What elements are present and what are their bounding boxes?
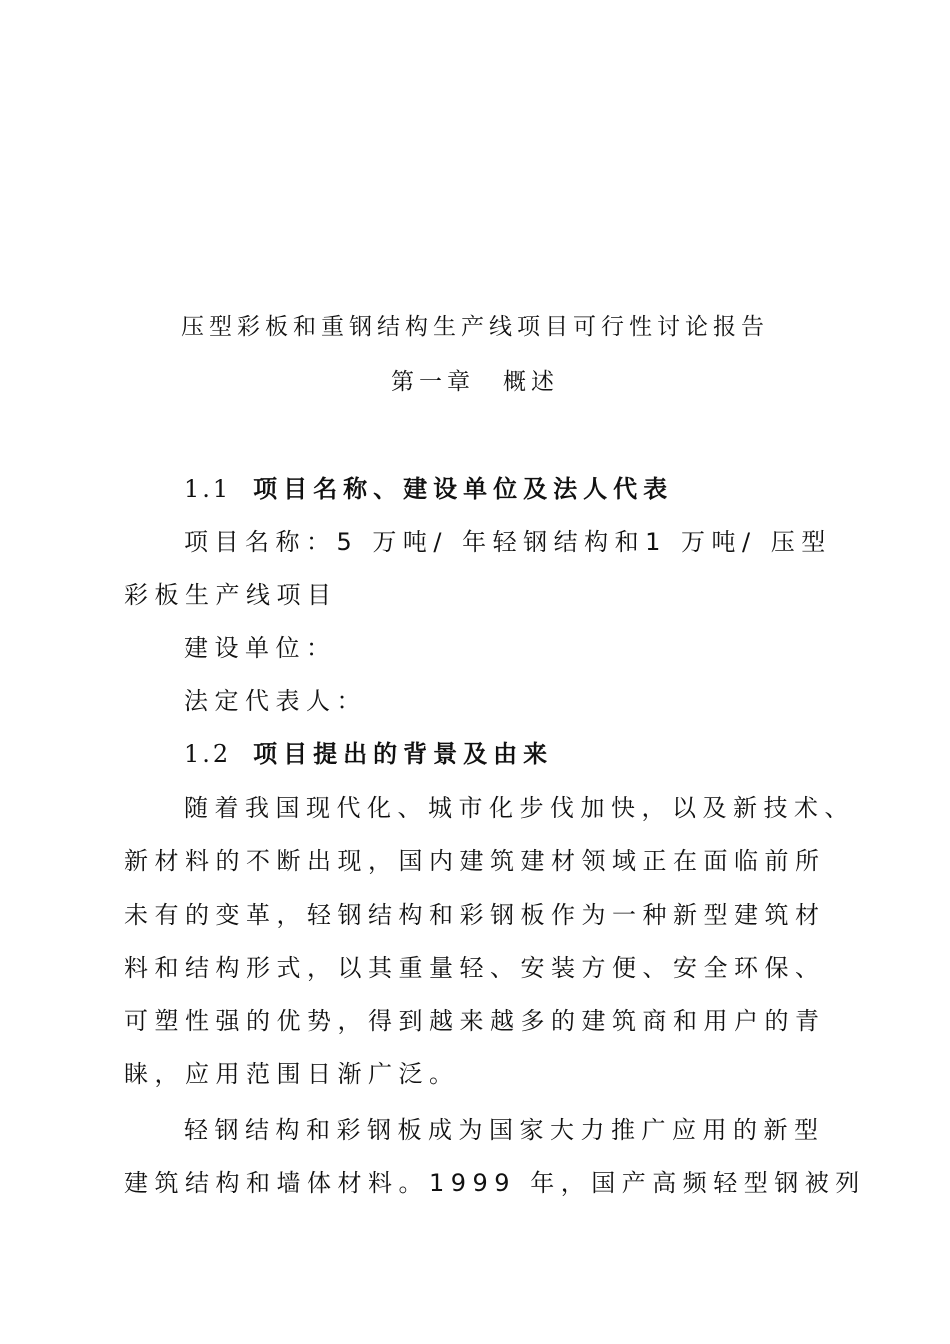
paragraph-line: 睐，应用范围日渐广泛。: [124, 1060, 460, 1088]
section-number: 1.1: [184, 475, 232, 503]
section-heading-text: 项目提出的背景及由来: [253, 740, 554, 768]
paragraph-line: 法定代表人：: [184, 687, 367, 715]
paragraph-line: 轻钢结构和彩钢板成为国家大力推广应用的新型: [184, 1116, 825, 1144]
paragraph-line: 新材料的不断出现，国内建筑建材领域正在面临前所: [124, 847, 826, 875]
document-title: 压型彩板和重钢结构生产线项目可行性讨论报告: [181, 314, 769, 340]
paragraph-line: 建设单位：: [184, 634, 337, 662]
section-heading-1-2: [184, 734, 553, 769]
paragraph-line: 可塑性强的优势，得到越来越多的建筑商和用户的青: [124, 1007, 826, 1035]
paragraph-line: 彩板生产线项目: [124, 581, 338, 609]
paragraph-line: 随着我国现代化、城市化步伐加快，以及新技术、: [184, 794, 855, 822]
section-heading-text: 项目名称、建设单位及法人代表: [253, 475, 674, 503]
section-heading-1-1: [184, 469, 673, 504]
paragraph-line: 料和结构形式，以其重量轻、安装方便、安全环保、: [124, 954, 826, 982]
paragraph-line: 未有的变革，轻钢结构和彩钢板作为一种新型建筑材: [124, 901, 826, 929]
paragraph-line: 建筑结构和墙体材料。1999 年，国产高频轻型钢被列: [124, 1169, 866, 1197]
chapter-title: 第一章 概述: [391, 369, 559, 395]
section-number: 1.2: [184, 740, 232, 768]
paragraph-line: 项目名称：5 万吨/ 年轻钢结构和1 万吨/ 压型: [184, 528, 832, 556]
